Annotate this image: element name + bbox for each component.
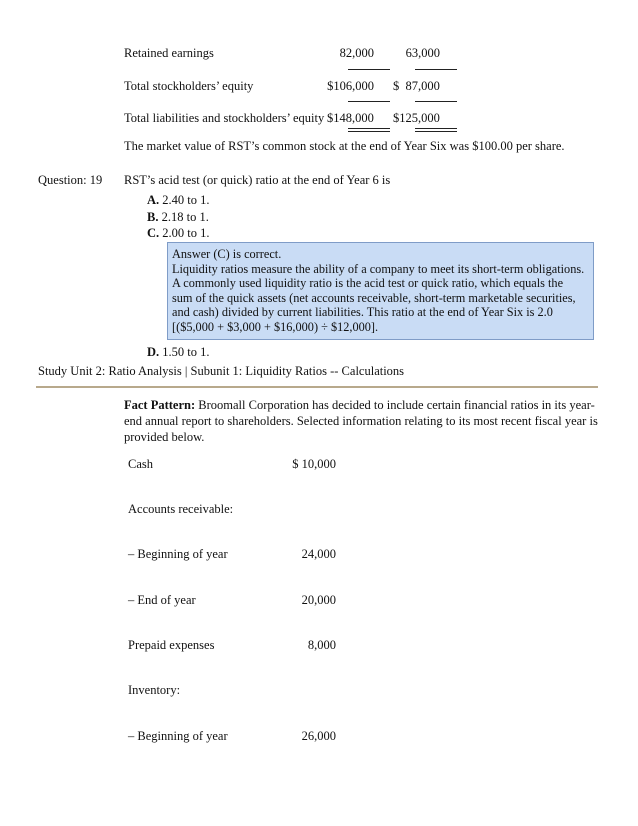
option-d[interactable] (147, 345, 210, 360)
balance-value-year6: $106,000 (327, 79, 374, 93)
answer-line: A commonly used liquidity ratio is the acid test or quick ratio, which equals the (172, 276, 564, 291)
double-underline (348, 128, 390, 132)
market-value-note: The market value of RST’s common stock at the end of Year Six was $100.00 per share. (124, 139, 565, 153)
fact-pattern (124, 397, 600, 445)
study-unit-label: Study Unit 2: Ratio Analysis | Subunit 1: Liquidity Ratios -- Calculations (38, 364, 405, 378)
option-letter: B. (147, 210, 159, 224)
fact-row-value: $ 10,000 (292, 457, 336, 471)
fact-pattern-label: Fact Pattern: (124, 398, 196, 412)
answer-line: and cash) divided by current liabilities. This ratio at the end of Year Six is 2.0 (172, 305, 553, 320)
question-number: Question: 19 (38, 173, 103, 187)
balance-value-year5: 63,000 (405, 46, 440, 60)
fact-pattern-text: Broomall Corporation has decided to include certain financial ratios in its year-end annual report to shareholders. Selected information relating to its most recent fiscal year is provided below. (124, 398, 598, 444)
single-underline (348, 101, 390, 102)
balance-value-year5: $ 87,000 (393, 79, 440, 93)
question-text: RST’s acid test (or quick) ratio at the end of Year 6 is (124, 173, 391, 187)
fact-row-label: – End of year (128, 593, 196, 607)
fact-row-label: Inventory: (128, 683, 181, 697)
single-underline (415, 69, 457, 70)
answer-line: sum of the quick assets (net accounts receivable, short-term marketable securities, (172, 290, 576, 305)
single-underline (348, 69, 390, 70)
option-text: 2.18 to 1. (161, 210, 209, 224)
option-letter: D. (147, 345, 160, 359)
option-a[interactable] (147, 193, 210, 208)
option-text: 2.40 to 1. (162, 193, 210, 207)
fact-row-label: Prepaid expenses (128, 638, 215, 652)
single-underline (415, 101, 457, 102)
option-text: 2.00 to 1. (162, 226, 210, 240)
answer-line: [($5,000 + $3,000 + $16,000) ÷ $12,000]. (172, 319, 379, 334)
balance-label: Total liabilities and stockholders’ equity (124, 111, 325, 125)
fact-row-label: Accounts receivable: (128, 502, 234, 516)
fact-row-label: – Beginning of year (128, 729, 228, 743)
fact-row-label: – Beginning of year (128, 547, 228, 561)
fact-row-label: Cash (128, 457, 153, 471)
option-text: 1.50 to 1. (162, 345, 210, 359)
fact-row-value: 8,000 (307, 638, 336, 652)
option-letter: C. (147, 226, 160, 240)
answer-line: Answer (C) is correct. (172, 247, 282, 261)
option-b[interactable] (147, 210, 209, 225)
fact-row-value: 20,000 (301, 593, 336, 607)
answer-explanation-box (167, 242, 594, 340)
answer-line: Liquidity ratios measure the ability of a company to meet its short-term obligations. (172, 261, 585, 276)
section-divider (36, 386, 598, 388)
balance-value-year6: $148,000 (327, 111, 374, 125)
balance-label: Total stockholders’ equity (124, 79, 254, 93)
balance-value-year5: $125,000 (393, 111, 440, 125)
option-letter: A. (147, 193, 160, 207)
fact-row-value: 26,000 (301, 729, 336, 743)
balance-label: Retained earnings (124, 46, 214, 60)
double-underline (415, 128, 457, 132)
balance-value-year6: 82,000 (339, 46, 374, 60)
fact-row-value: 24,000 (301, 547, 336, 561)
option-c[interactable] (147, 226, 210, 241)
